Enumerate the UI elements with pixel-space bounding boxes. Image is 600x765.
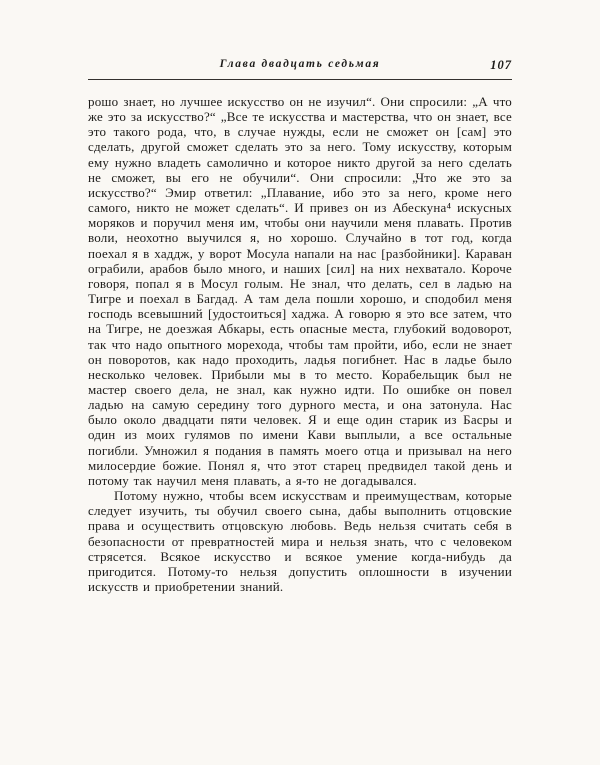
chapter-title: Глава двадцать седьмая bbox=[219, 58, 381, 70]
page-number: 107 bbox=[490, 58, 512, 72]
running-header bbox=[88, 58, 512, 75]
header-rule bbox=[88, 79, 512, 80]
body-text bbox=[88, 94, 512, 594]
paragraph: Потому нужно, чтобы всем искусствам и преимуществам, которые следует изучить, ты обучил своего сына, дабы выполнить отцовские права и осуществить отцовскую любовь. Ведь нельзя считать себя в безопасности от превратностей мира и нельзя знать, что с человеком стрясется. Всякое искусство и всякое умение когда-нибудь да пригодится. Потому-то нельзя допустить оплошности в изучении искусств и приобретении знаний. bbox=[88, 488, 512, 594]
page-content bbox=[88, 58, 512, 594]
paragraph-continuation: рошо знает, но лучшее искусство он не изучил“. Они спросили: „А что же это за искусство?“ „Все те искусства и мастерства, что он знает, все это такого рода, что, в случае нужды, если не сможет он [сам] это сделать, другой сможет сделать это за него. Тому искусству, которым ему нужно владеть самолично и которое никто другой за него сделать не сможет, вы его не обучили“. Они спросили: „Что же это за искусство?“ Эмир ответил: „Плавание, ибо это за него, кроме него самого, никто не может сделать“. И привез он из Абескуна⁴ искусных моряков и поручил меня им, чтобы они научили меня плавать. Против воли, неохотно выучился я, но хорошо. Случайно в тот год, когда поехал я в хаддж, у ворот Мосула напали на нас [разбойники]. Караван ограбили, арабов было много, и наших [сил] на них нехватало. Короче говоря, попал я в Мосул голым. Не знал, что делать, сел в ладью на Тигре и поехал в Багдад. А там дела пошли хорошо, и сподобил меня господь всевышний [удостоиться] хаджа. А говорю я это все затем, что на Тигре, не доезжая Абкары, есть опасные места, глубокий водоворот, так что надо опытного морехода, чтобы там пройти, ибо, если не знает он поворотов, как надо проходить, ладья погибнет. Нас в ладье было несколько человек. Прибыли мы в то место. Корабельщик был не мастер своего дела, не знал, как нужно идти. По ошибке он повел ладью на самую середину того дурного места, и она затонула. Нас было около двадцати пяти человек. Я и еще один старик из Басры и один из моих гулямов по имени Кави выплыли, а все остальные погибли. Умножил я подания в память моего отца и призывал на него милосердие божие. Понял я, что этот старец предвидел такой день и потому так научил меня плавать, а я-то не догадывался. bbox=[88, 94, 512, 488]
